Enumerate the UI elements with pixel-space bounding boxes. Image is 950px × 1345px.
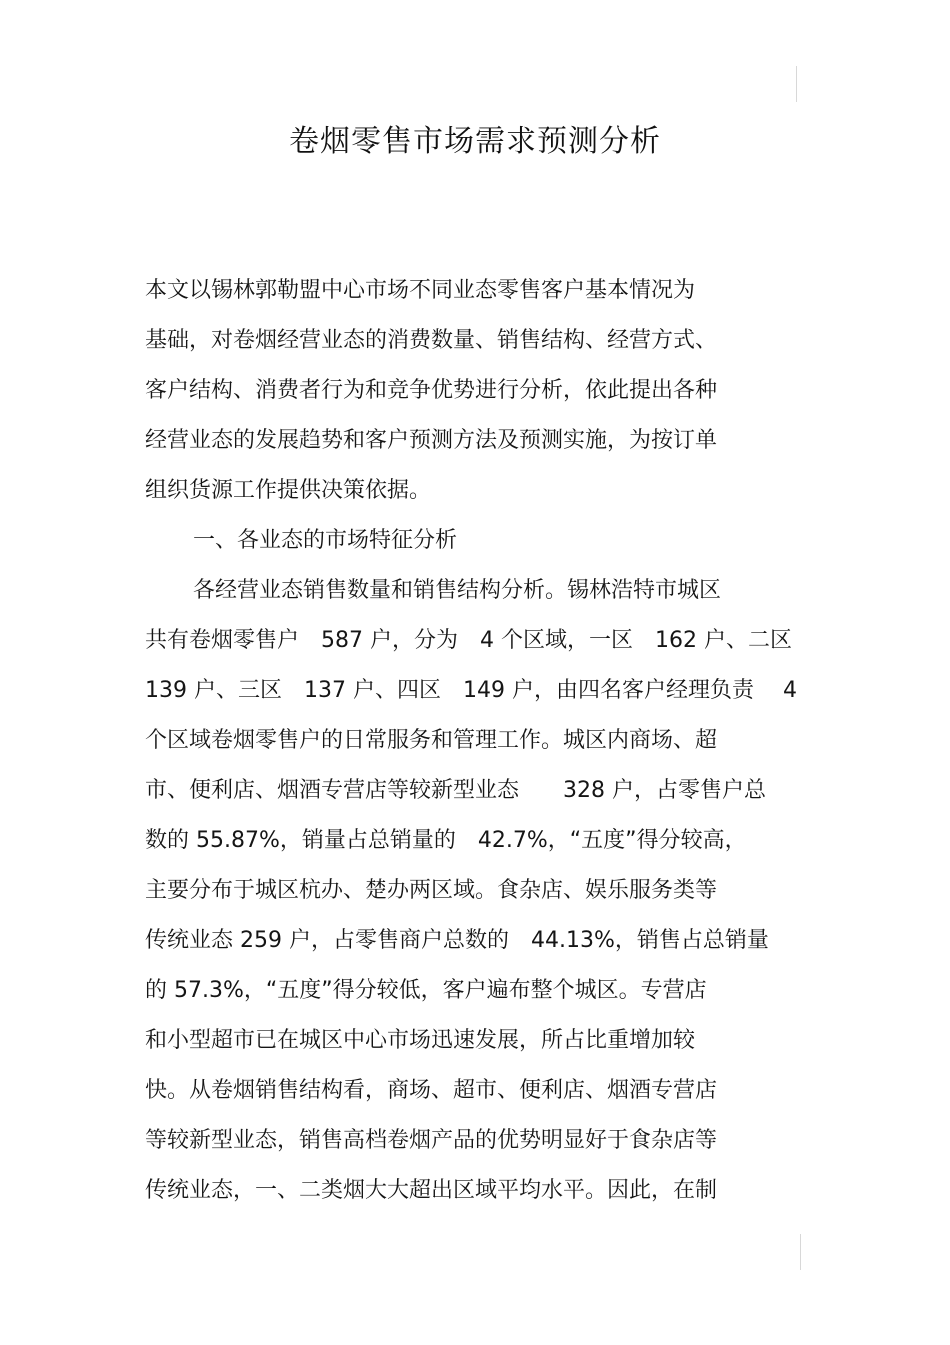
page-corner-mark [796, 66, 797, 102]
text-line: 本文以锡林郭勒盟中心市场不同业态零售客户基本情况为 [145, 278, 696, 303]
text-line: 客户结构、消费者行为和竞争优势进行分析，依此提出各种 [145, 378, 718, 403]
text-line: 基础，对卷烟经营业态的消费数量、销售结构、经营方式、 [145, 328, 718, 353]
text-line: 传统业态 259 户，占零售商户总数的 44.13%，销售占总销量 [145, 928, 769, 953]
text-line: 共有卷烟零售户 587 户，分为 4 个区域，一区 162 户、二区 [145, 628, 792, 653]
text-line: 经营业态的发展趋势和客户预测方法及预测实施，为按订单 [145, 428, 718, 453]
page-corner-mark [800, 1234, 801, 1270]
text-line: 快。从卷烟销售结构看，商场、超市、便利店、烟酒专营店 [145, 1078, 718, 1103]
text-line: 市、便利店、烟酒专营店等较新型业态 328 户，占零售户总 [145, 778, 766, 803]
text-line: 主要分布于城区杭办、楚办两区域。食杂店、娱乐服务类等 [145, 878, 718, 903]
text-line: 组织货源工作提供决策依据。 [145, 478, 432, 503]
document-title: 卷烟零售市场需求预测分析 [289, 124, 661, 159]
text-line: 数的 55.87%，销量占总销量的 42.7%，“五度”得分较高， [145, 828, 747, 853]
text-line: 等较新型业态，销售高档卷烟产品的优势明显好于食杂店等 [145, 1128, 718, 1153]
text-line: 和小型超市已在城区中心市场迅速发展，所占比重增加较 [145, 1028, 696, 1053]
section-heading: 一、各业态的市场特征分析 [193, 528, 458, 553]
text-line: 各经营业态销售数量和销售结构分析。锡林浩特市城区 [193, 578, 722, 603]
text-line: 139 户、三区 137 户、四区 149 户，由四名客户经理负责 4 [145, 678, 797, 703]
text-line: 传统业态，一、二类烟大大超出区域平均水平。因此，在制 [145, 1178, 718, 1203]
text-line: 的 57.3%，“五度”得分较低，客户遍布整个城区。专营店 [145, 978, 707, 1003]
text-line: 个区域卷烟零售户的日常服务和管理工作。城区内商场、超 [145, 728, 718, 753]
